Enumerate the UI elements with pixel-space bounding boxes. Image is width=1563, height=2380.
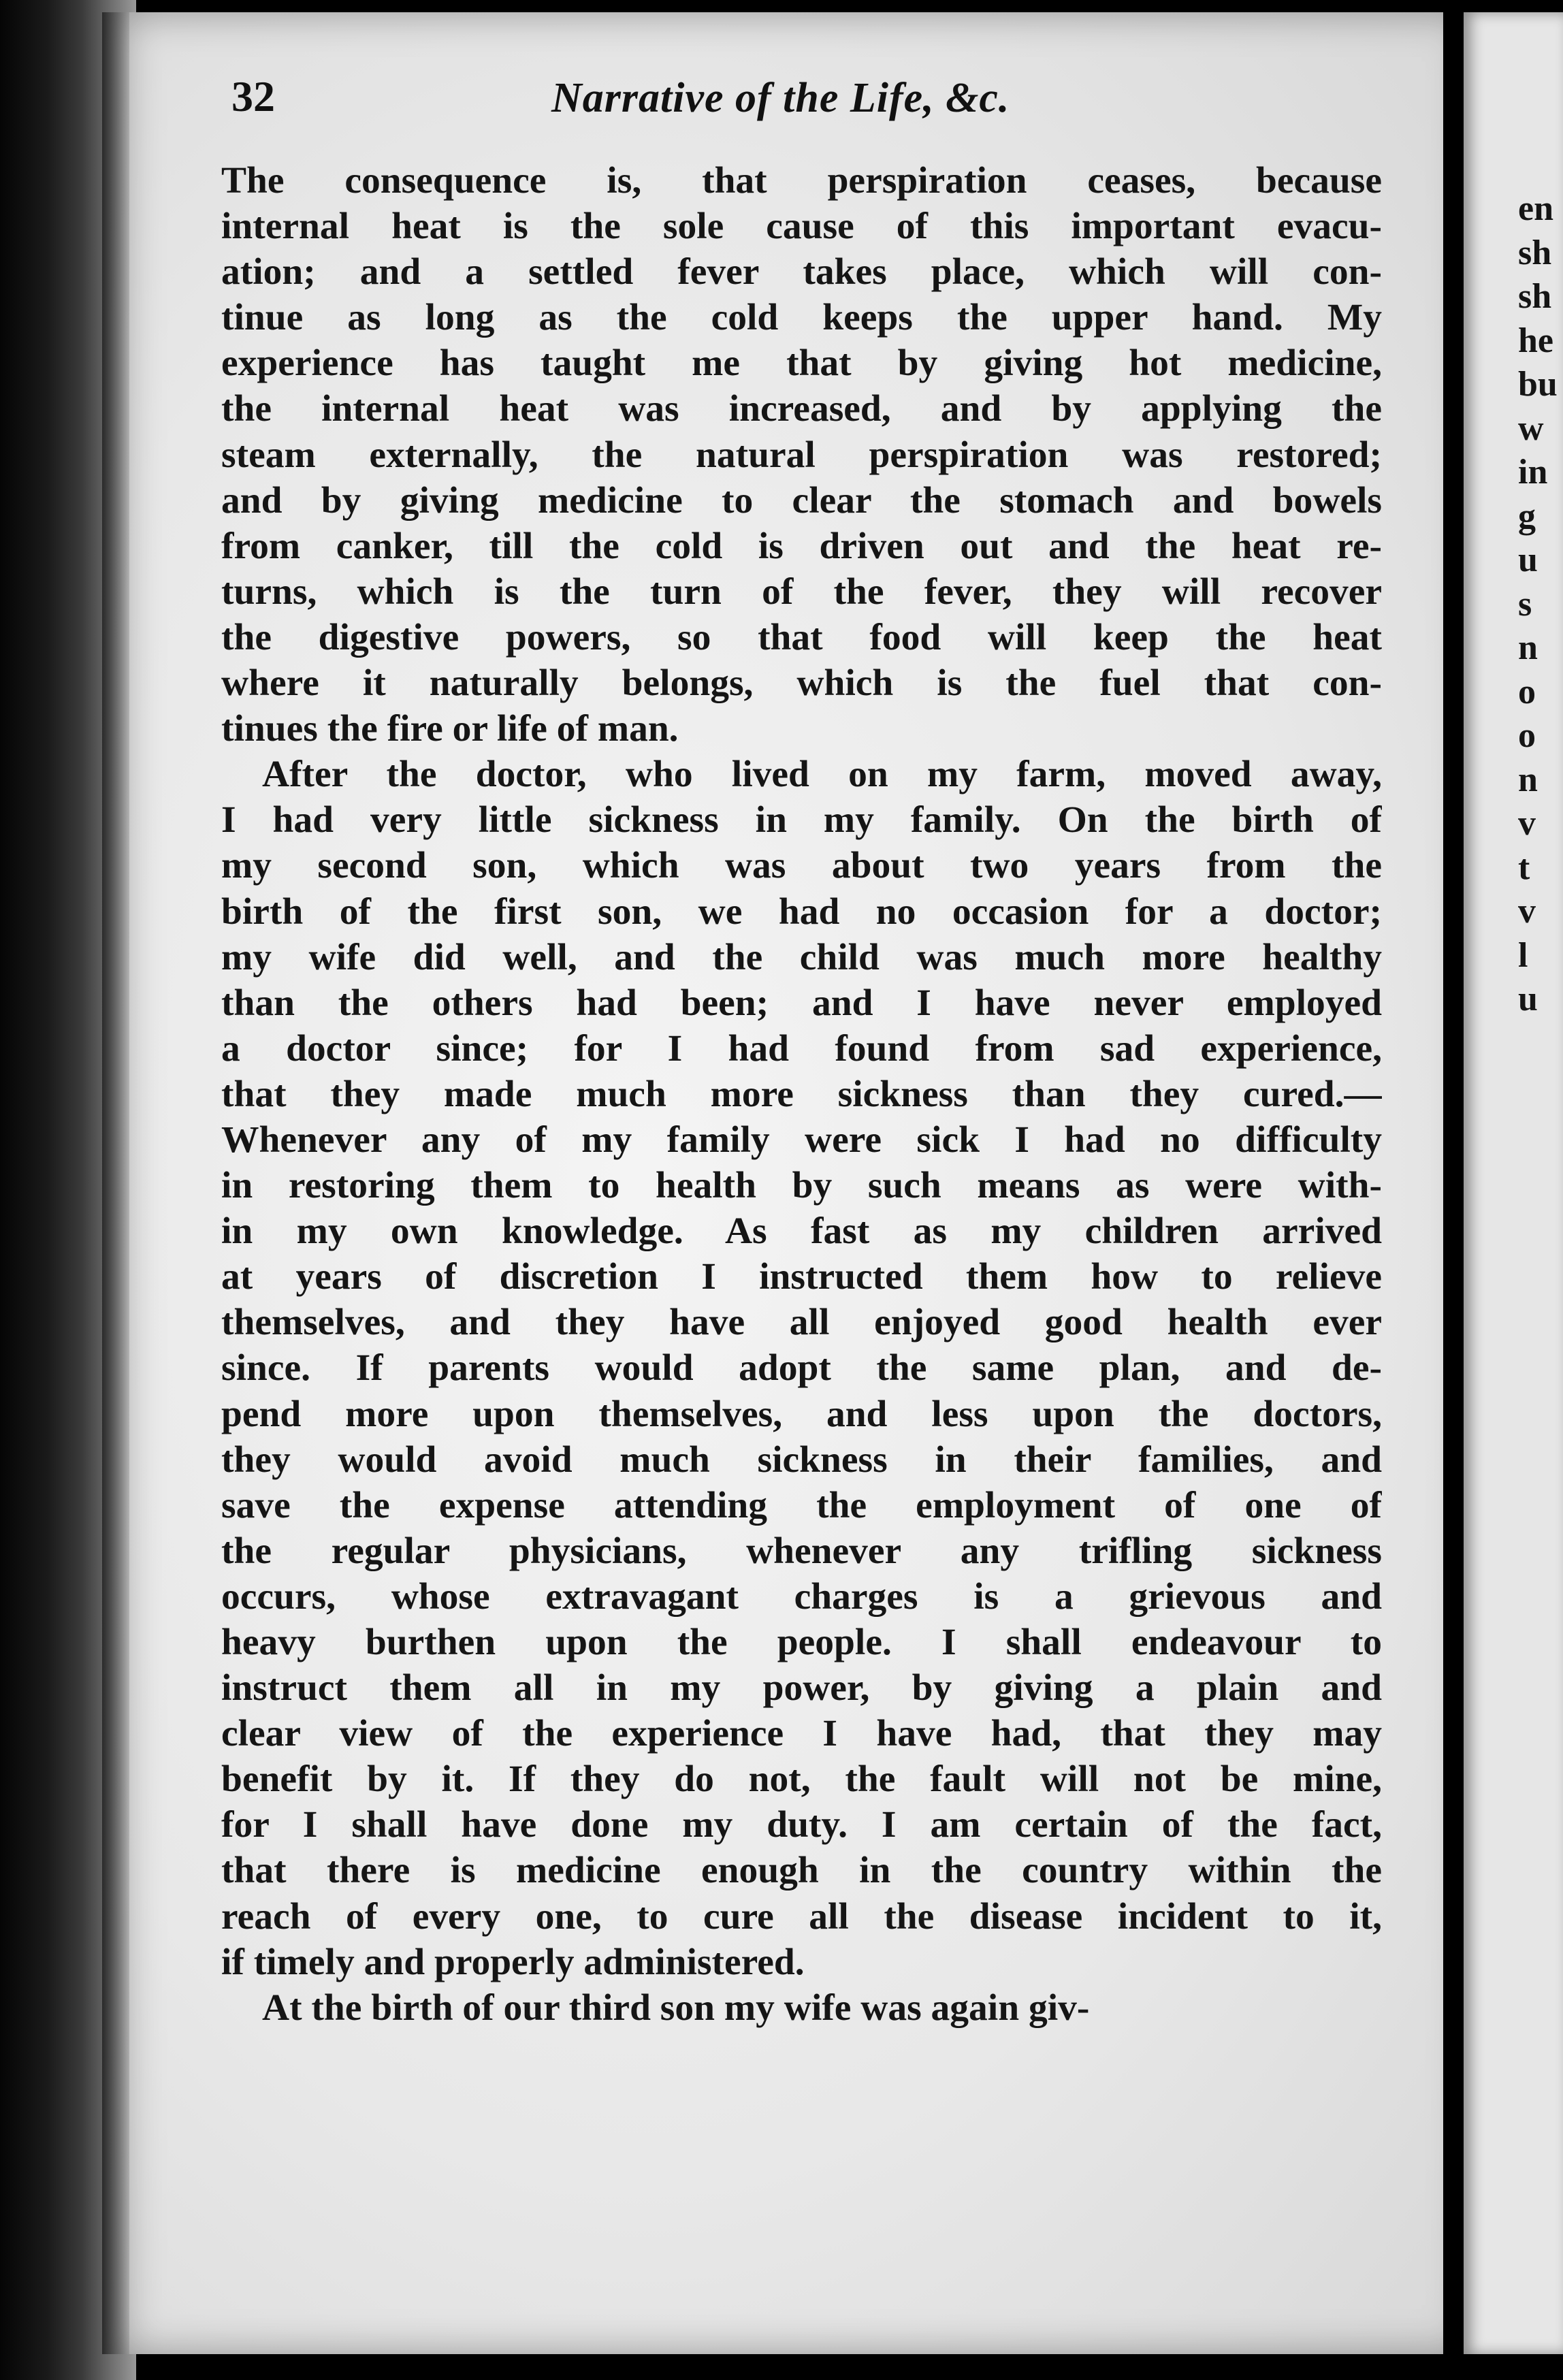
text-line: Whenever any of my family were sick I had no difficulty <box>221 1119 1382 1161</box>
running-head: Narrative of the Life, &c. <box>551 75 1010 121</box>
text-line: turns, which is the turn of the fever, they will recover <box>221 570 1382 613</box>
fragment-line: n <box>1518 628 1538 667</box>
fragment-line: o <box>1518 672 1536 711</box>
text-line: heavy burthen upon the people. I shall endeavour to <box>221 1622 1382 1663</box>
fragment-line: u <box>1518 980 1538 1018</box>
text-line: pend more upon themselves, and less upon the doctors, <box>221 1393 1382 1435</box>
text-line: birth of the first son, we had no occasion for a doctor; <box>221 890 1382 933</box>
text-line: benefit by it. If they do not, the fault will not be mine, <box>221 1758 1382 1801</box>
fragment-line: w <box>1518 408 1544 448</box>
text-line: the digestive powers, so that food will keep the heat <box>221 616 1382 658</box>
text-line: instruct them all in my power, by giving a plain and <box>221 1667 1382 1709</box>
text-line: At the birth of our third son my wife was again giv- <box>262 1987 1090 2029</box>
text-line: reach of every one, to cure all the disease incident to it, <box>221 1895 1382 1937</box>
text-line: they would avoid much sickness in their families, and <box>221 1438 1382 1481</box>
fragment-line: t <box>1518 848 1530 887</box>
text-line: my second son, which was about two years from the <box>221 845 1382 887</box>
fragment-line: l <box>1518 935 1528 975</box>
fragment-line: sh <box>1518 277 1552 316</box>
text-line: save the expense attending the employment of one of <box>221 1484 1382 1526</box>
page-edge-shadow <box>102 12 129 2354</box>
text-line: the internal heat was increased, and by applying the <box>221 388 1382 430</box>
text-line: a doctor since; for I had found from sad experience, <box>221 1027 1382 1070</box>
fragment-line: g <box>1518 496 1536 536</box>
text-line: at years of discretion I instructed them how to relieve <box>221 1256 1382 1298</box>
fragment-line: v <box>1518 804 1536 843</box>
fragment-line: o <box>1518 716 1536 755</box>
text-line: internal heat is the sole cause of this important evacu- <box>221 206 1382 248</box>
page-header <box>231 71 1389 146</box>
fragment-line: v <box>1518 892 1536 931</box>
text-line: and by giving medicine to clear the stomach and bowels <box>221 479 1382 521</box>
text-line: in restoring them to health by such means as were with- <box>221 1165 1382 1207</box>
adjacent-page-fragments <box>1518 187 1563 1022</box>
fragment-line: s <box>1518 584 1532 624</box>
text-line: for I shall have done my duty. I am certain of the fact, <box>221 1804 1382 1846</box>
text-line: I had very little sickness in my family. On the birth of <box>221 799 1382 841</box>
page-number: 32 <box>231 72 275 120</box>
text-line: if timely and properly administered. <box>221 1941 805 1983</box>
fragment-line: n <box>1518 760 1538 799</box>
text-line: where it naturally belongs, which is the fuel that con- <box>221 662 1382 705</box>
fragment-line: sh <box>1518 233 1552 272</box>
fragment-line: bu <box>1518 365 1558 404</box>
fragment-line: en <box>1518 189 1553 228</box>
text-line: the regular physicians, whenever any trifling sickness <box>221 1530 1382 1572</box>
text-line: clear view of the experience I have had, that they may <box>221 1713 1382 1755</box>
text-line: After the doctor, who lived on my farm, moved away, <box>262 754 1382 796</box>
text-line: occurs, whose extravagant charges is a grievous and <box>221 1575 1382 1618</box>
text-line: than the others had been; and I have never employed <box>221 982 1382 1024</box>
text-line: steam externally, the natural perspiration was restored; <box>221 434 1382 476</box>
text-line: The consequence is, that perspiration ceases, because <box>221 160 1382 202</box>
fragment-line: in <box>1518 453 1548 492</box>
page-gutter <box>1443 0 1464 2380</box>
text-line: tinues the fire or life of man. <box>221 708 679 750</box>
text-line: that there is medicine enough in the country within the <box>221 1850 1382 1892</box>
text-line: experience has taught me that by giving hot medicine, <box>221 342 1382 385</box>
text-line: themselves, and they have all enjoyed good health ever <box>221 1302 1382 1344</box>
text-line: since. If parents would adopt the same plan, and de- <box>221 1347 1382 1389</box>
body-text <box>221 158 1382 2031</box>
text-line: in my own knowledge. As fast as my children arrived <box>221 1210 1382 1253</box>
text-line: my wife did well, and the child was much more healthy <box>221 936 1382 978</box>
text-line: from canker, till the cold is driven out and the heat re- <box>221 525 1382 567</box>
text-line: tinue as long as the cold keeps the upper hand. My <box>221 297 1382 339</box>
fragment-line: u <box>1518 541 1538 579</box>
fragment-line: he <box>1518 321 1553 360</box>
text-line: ation; and a settled fever takes place, which will con- <box>221 251 1382 293</box>
text-line: that they made much more sickness than they cured.— <box>221 1073 1382 1115</box>
